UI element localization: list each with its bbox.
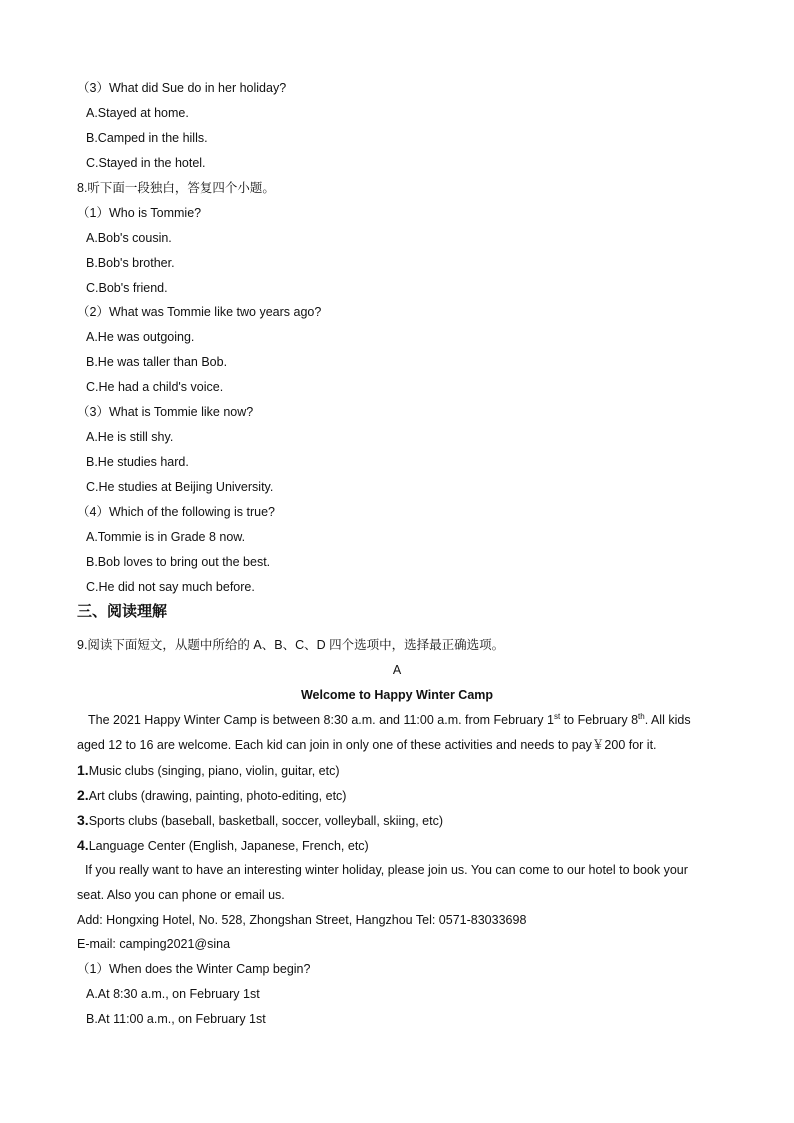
q8-3-option-a: A.He is still shy. <box>86 430 174 444</box>
q8-instruction: 8.听下面一段独白，答复四个小题。 <box>77 181 275 195</box>
q8-1-option-c: C.Bob's friend. <box>86 281 168 295</box>
section-title: 三、阅读理解 <box>77 603 168 620</box>
activity-number: 2. <box>77 787 89 803</box>
passage-para2-line2: seat. Also you can phone or email us. <box>77 888 285 902</box>
passage-para1-line2: aged 12 to 16 are welcome. Each kid can join in only one of these activities and needs to pay￥200 for it. <box>77 738 657 752</box>
q8-3-question: （3）What is Tommie like now? <box>77 405 254 419</box>
q8-4-question: （4）Which of the following is true? <box>77 505 276 519</box>
q7-3-option-c: C.Stayed in the hotel. <box>86 156 206 170</box>
address-line: Add: Hongxing Hotel, No. 528, Zhongshan Street, Hangzhou Tel: 0571-83033698 <box>77 913 527 927</box>
passage-title: Welcome to Happy Winter Camp <box>300 688 494 702</box>
para1-sup-st: st <box>553 711 561 721</box>
para1-part-b: to February 8 <box>560 713 639 727</box>
q7-3-option-a: A.Stayed at home. <box>86 106 189 120</box>
activity-text: Language Center (English, Japanese, French, etc) <box>88 839 369 853</box>
q8-4-option-c: C.He did not say much before. <box>86 580 255 594</box>
q8-2-option-a: A.He was outgoing. <box>86 330 195 344</box>
q8-1-question: （1）Who is Tommie? <box>77 206 202 220</box>
q8-3-option-b: B.He studies hard. <box>86 455 189 469</box>
activity-number: 4. <box>77 837 89 853</box>
q8-2-option-c: C.He had a child's voice. <box>86 380 224 394</box>
activity-text: Music clubs (singing, piano, violin, guitar, etc) <box>88 764 340 778</box>
q8-3-option-c: C.He studies at Beijing University. <box>86 480 274 494</box>
activity-number: 3. <box>77 812 89 828</box>
passage-para2-line1: If you really want to have an interesting winter holiday, please join us. You can come to our hotel to book your <box>85 863 688 877</box>
activity-item-1 <box>77 762 340 779</box>
passage-para1-line1 <box>88 712 691 728</box>
email-line: E-mail: camping2021@sina <box>77 937 231 951</box>
activity-text: Sports clubs (baseball, basketball, soccer, volleyball, skiing, etc) <box>88 814 444 828</box>
q9-1-option-a: A.At 8:30 a.m., on February 1st <box>86 987 260 1001</box>
q8-2-question: （2）What was Tommie like two years ago? <box>77 305 322 319</box>
activity-text: Art clubs (drawing, painting, photo-editing, etc) <box>88 789 347 803</box>
q9-instruction: 9.阅读下面短文，从题中所给的 A、B、C、D 四个选项中，选择最正确选项。 <box>77 638 505 652</box>
q7-3-option-b: B.Camped in the hills. <box>86 131 208 145</box>
para1-sup-th: th <box>638 711 645 721</box>
q8-2-option-b: B.He was taller than Bob. <box>86 355 228 369</box>
passage-label: A <box>392 663 402 677</box>
q8-1-option-b: B.Bob's brother. <box>86 256 175 270</box>
activity-item-2 <box>77 787 346 804</box>
activity-number: 1. <box>77 762 89 778</box>
q8-4-option-a: A.Tommie is in Grade 8 now. <box>86 530 246 544</box>
q7-3-question: （3）What did Sue do in her holiday? <box>77 81 287 95</box>
para1-part-a: The 2021 Happy Winter Camp is between 8:30 a.m. and 11:00 a.m. from February 1 <box>88 713 554 727</box>
q8-4-option-b: B.Bob loves to bring out the best. <box>86 555 271 569</box>
q9-1-question: （1）When does the Winter Camp begin? <box>77 962 311 976</box>
activity-item-3 <box>77 812 443 829</box>
activity-item-4 <box>77 837 369 854</box>
para1-part-c: . All kids <box>644 713 691 727</box>
q9-1-option-b: B.At 11:00 a.m., on February 1st <box>86 1012 266 1026</box>
q8-1-option-a: A.Bob's cousin. <box>86 231 172 245</box>
